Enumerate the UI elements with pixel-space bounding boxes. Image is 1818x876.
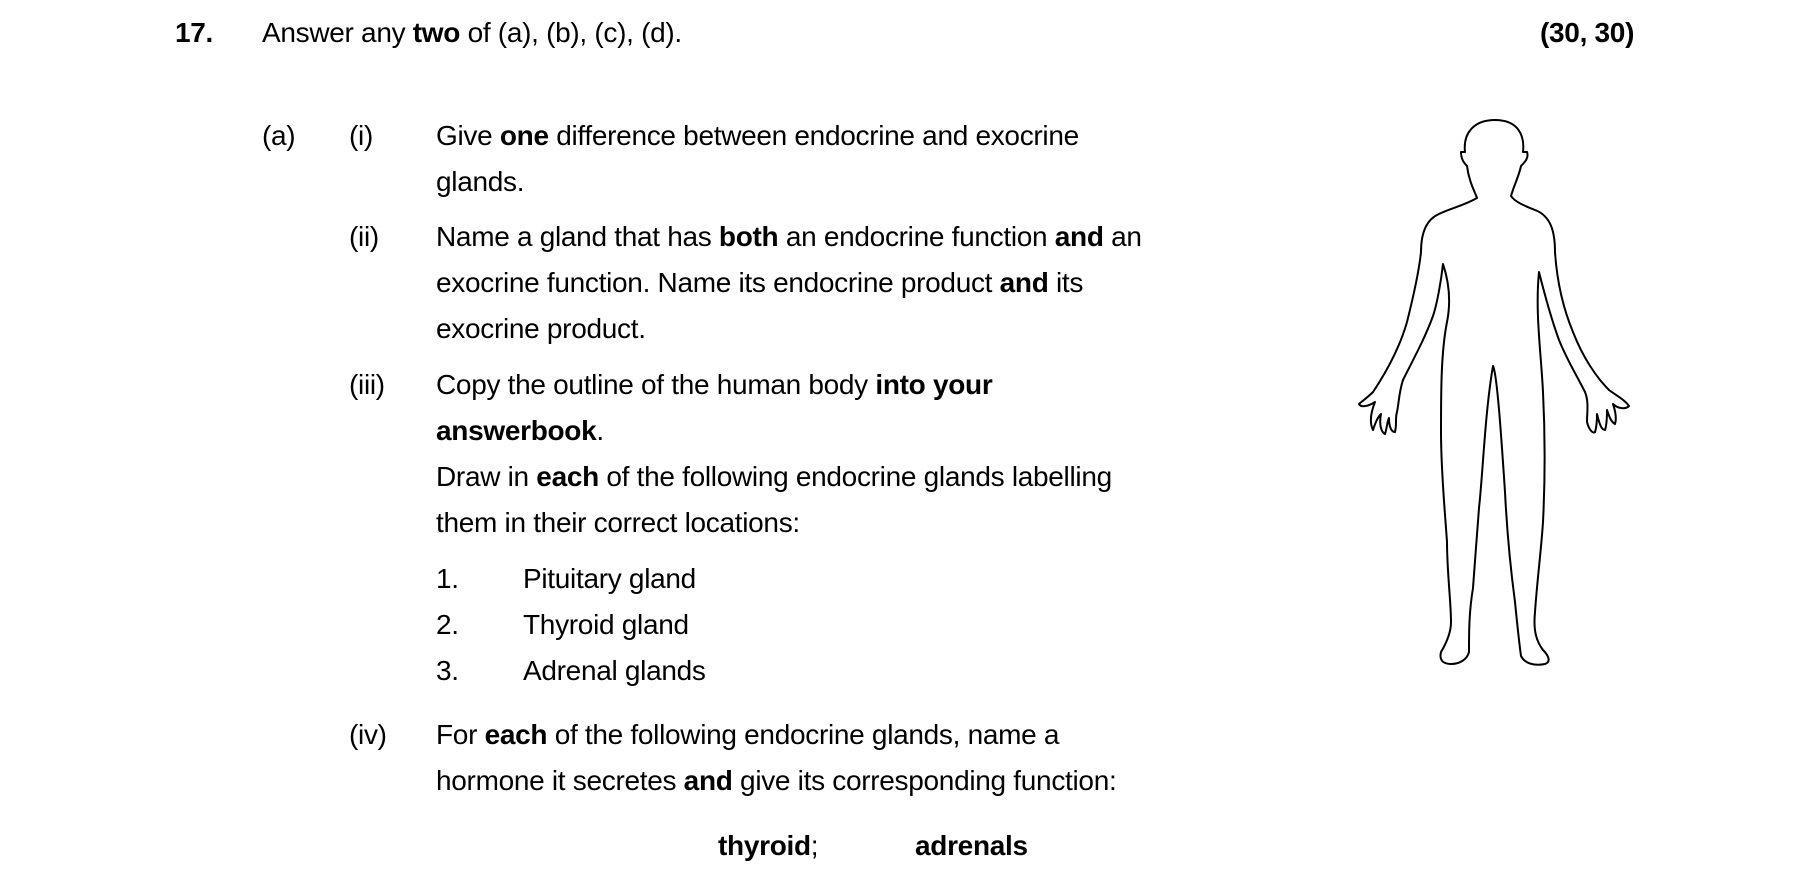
item-iv-label: (iv) (349, 719, 387, 750)
gland-list-item: Adrenal glands (523, 655, 706, 686)
gland-list-item: Thyroid gland (523, 609, 689, 640)
text: hormone it secretes (436, 765, 684, 796)
item-iii-label: (iii) (349, 369, 385, 400)
item-iv-line-1 (436, 718, 1059, 752)
emphasis: and (1054, 221, 1104, 252)
item-ii-line-2 (436, 266, 1083, 300)
item-i-line-2: glands. (436, 166, 525, 197)
item-ii-line-1 (436, 220, 1142, 254)
text: Give (436, 120, 500, 151)
emphasis: each (484, 719, 548, 750)
item-iii-line-1 (436, 368, 992, 402)
instruction-emphasis: two (412, 17, 461, 48)
text: . (596, 415, 604, 446)
item-iii-line-2 (436, 414, 604, 448)
text: exocrine function. Name its endocrine product (436, 267, 1000, 298)
text: difference between endocrine and exocrine (548, 120, 1079, 151)
text: of the following endocrine glands, name a (547, 719, 1060, 750)
item-iii-line-4: them in their correct locations: (436, 507, 800, 538)
emphasis: into your (875, 369, 993, 400)
text: its (1048, 267, 1084, 298)
emphasis: each (536, 461, 599, 492)
human-body-outline-icon (1355, 112, 1635, 672)
item-ii-label: (ii) (349, 221, 379, 252)
instruction-text-end: of (a), (b), (c), (d). (460, 17, 682, 48)
marks-allocation: (30, 30) (1540, 17, 1635, 48)
item-ii-line-3: exocrine product. (436, 313, 646, 344)
text: an endocrine function (778, 221, 1055, 252)
item-iv-line-2 (436, 764, 1116, 798)
emphasis: adrenals (915, 830, 1028, 861)
text: Copy the outline of the human body (436, 369, 876, 400)
question-instruction (262, 16, 682, 50)
text: Draw in (436, 461, 537, 492)
separator: ; (810, 830, 819, 861)
gland-list-number: 2. (436, 609, 459, 640)
gland-list-item: Pituitary gland (523, 563, 696, 594)
item-iii-line-3 (436, 460, 1112, 494)
emphasis: and (683, 765, 733, 796)
gland-list-number: 1. (436, 563, 459, 594)
emphasis: thyroid (718, 830, 811, 861)
item-i-line-1 (436, 119, 1079, 153)
part-a-label: (a) (262, 120, 296, 151)
gland-adrenals (915, 829, 1028, 863)
text: For (436, 719, 485, 750)
text: an (1103, 221, 1142, 252)
emphasis: one (499, 120, 549, 151)
text: give its corresponding function: (732, 765, 1117, 796)
text: Name a gland that has (436, 221, 719, 252)
gland-list-number: 3. (436, 655, 459, 686)
item-i-label: (i) (349, 120, 373, 151)
instruction-text: Answer any (262, 17, 413, 48)
emphasis: answerbook (436, 415, 597, 446)
emphasis: both (718, 221, 779, 252)
text: of the following endocrine glands labelling (598, 461, 1112, 492)
question-number: 17. (175, 17, 214, 48)
emphasis: and (999, 267, 1049, 298)
gland-thyroid (718, 829, 818, 863)
